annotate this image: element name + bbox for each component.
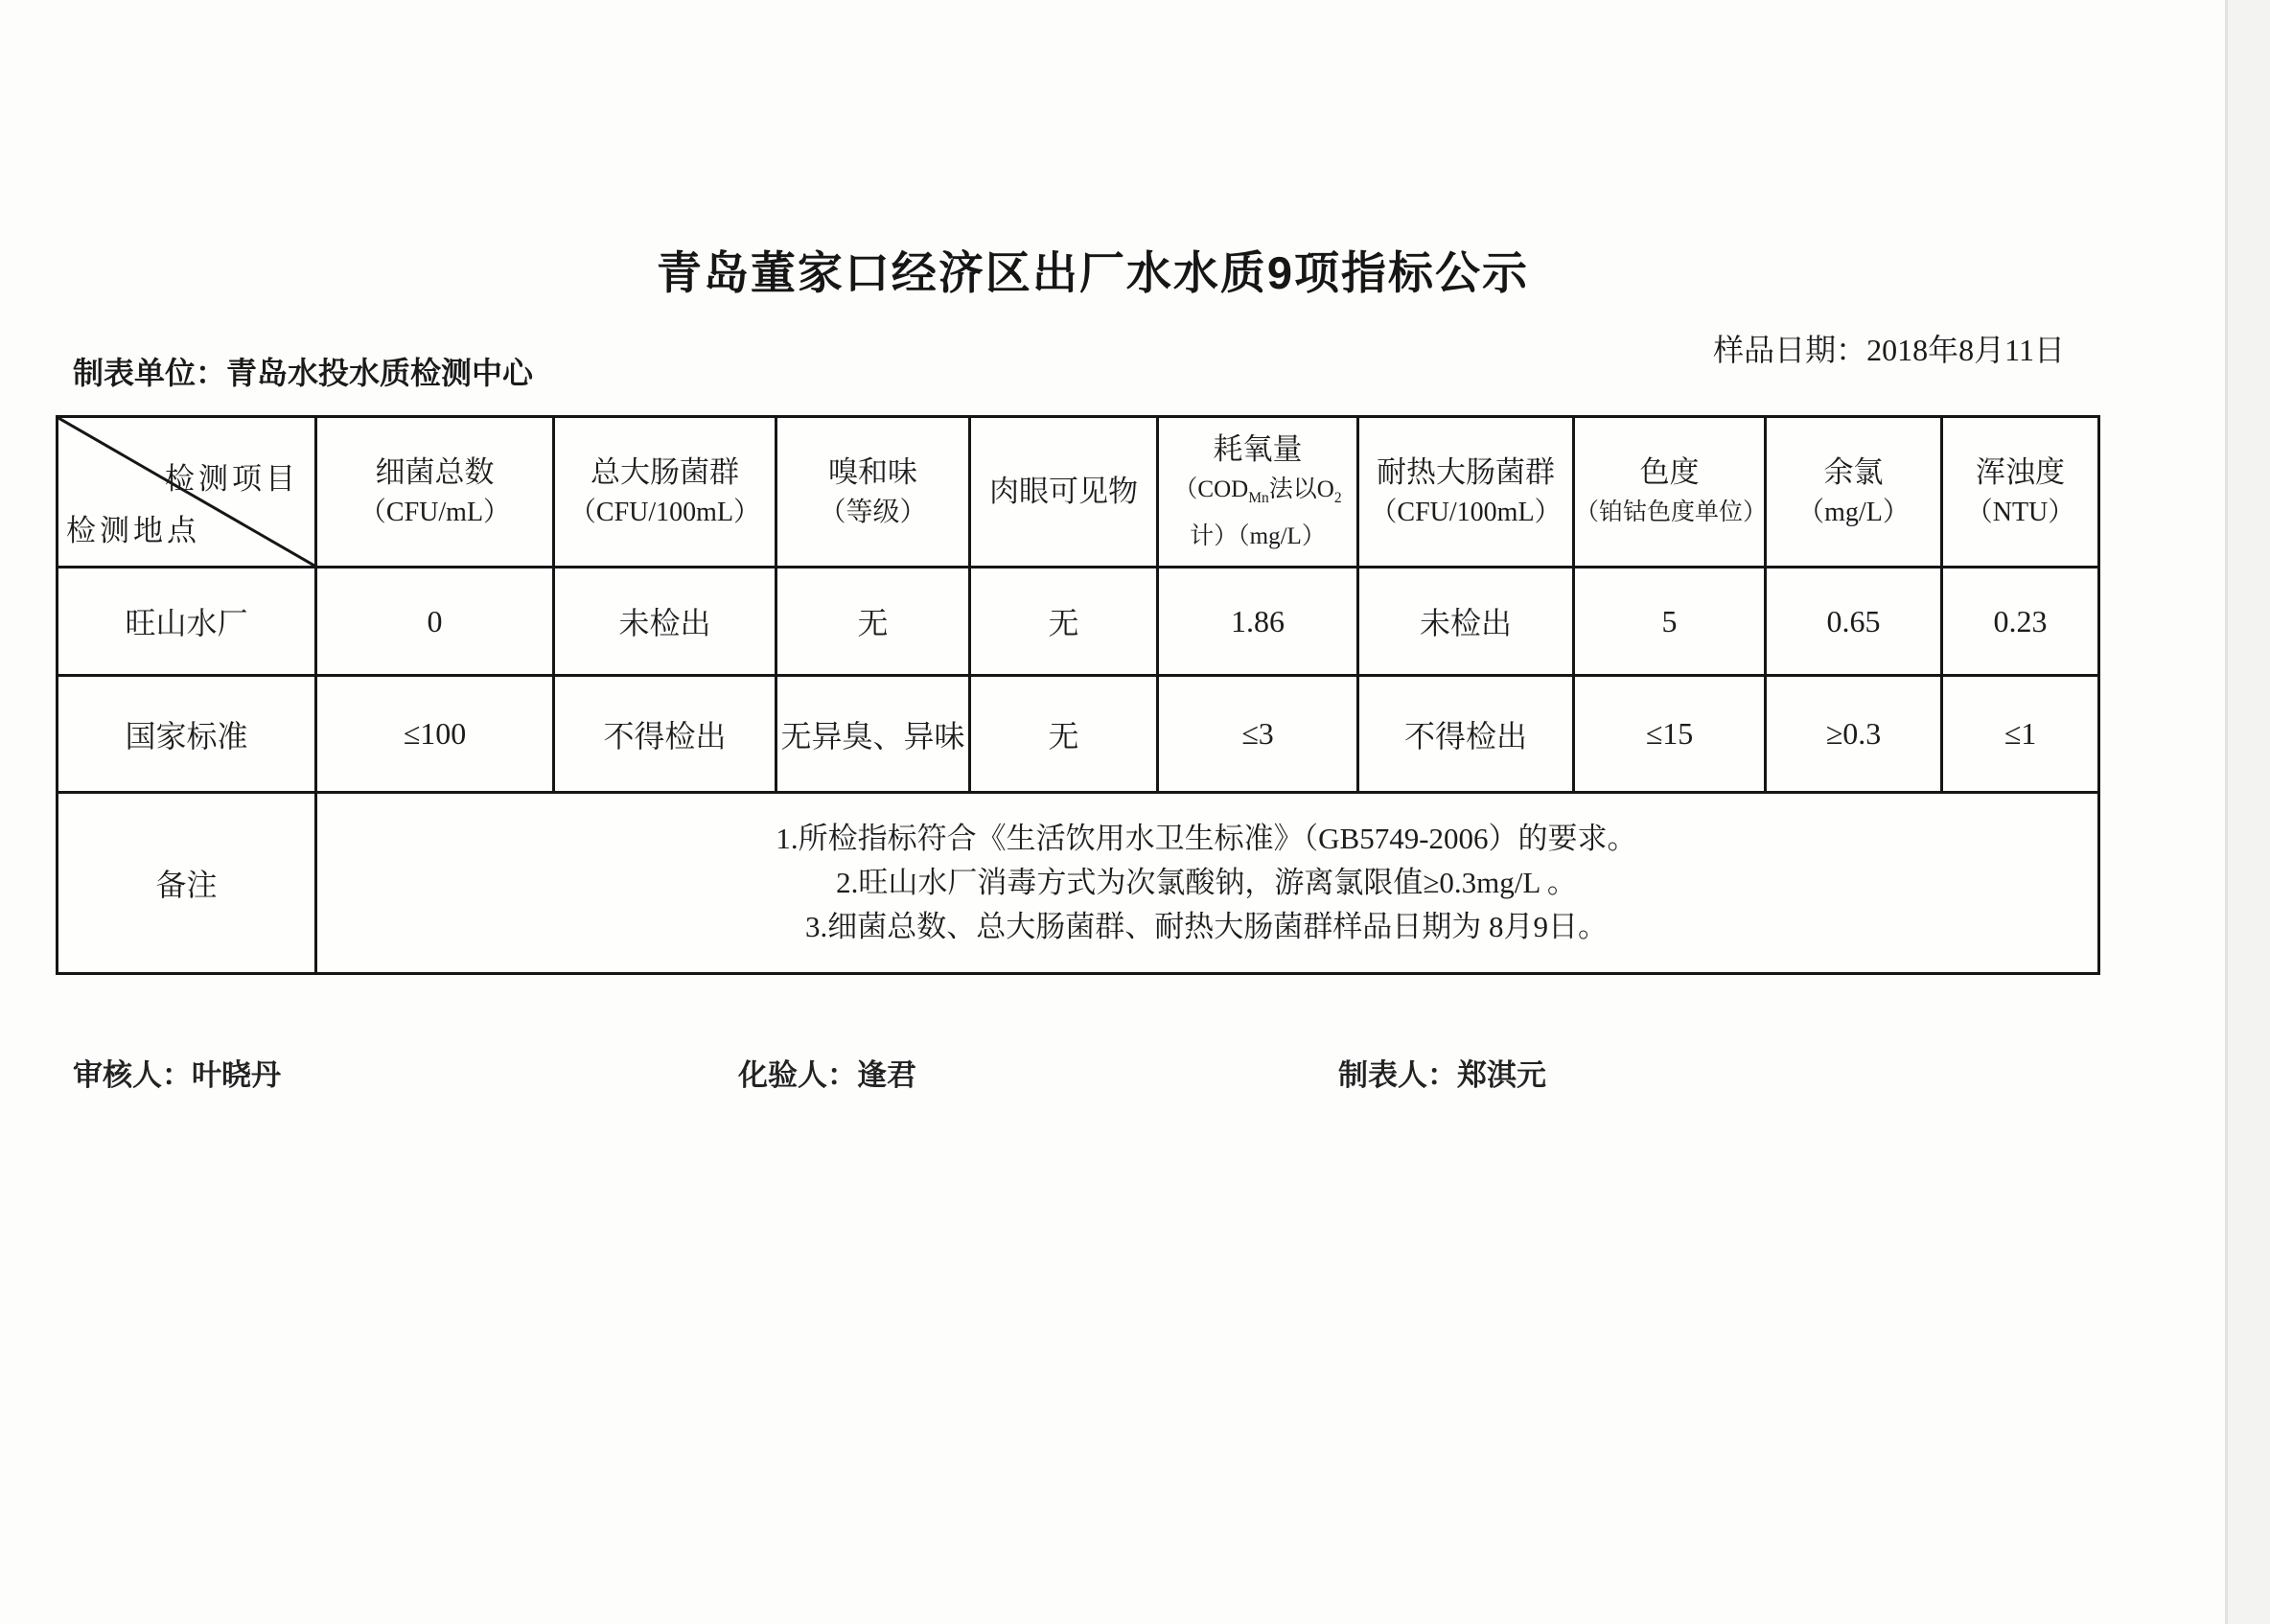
water-quality-table	[56, 415, 2100, 975]
note-line-1: 1.所检指标符合《生活饮用水卫生标准》（GB5749-2006）的要求。	[776, 822, 1637, 855]
cell-wangshan-chromaticity: 5	[1574, 568, 1766, 676]
corner-label-items: 检测项目	[165, 462, 299, 496]
cell-wangshan-total-coliform: 未检出	[554, 568, 776, 676]
cell-standard-odor-taste: 无异臭、异味	[776, 676, 970, 793]
row-label-national-standard: 国家标准	[58, 676, 316, 793]
col-header-thermotolerant-coliform: 耐热大肠菌群 （CFU/100mL）	[1358, 417, 1574, 568]
cell-standard-total-coliform: 不得检出	[554, 676, 776, 793]
notes-content-cell	[316, 793, 2099, 974]
col-header-odor-taste: 嗅和味 （等级）	[776, 417, 970, 568]
notes-label: 备注	[58, 793, 316, 974]
table-row-national-standard	[58, 676, 2099, 793]
preparer-signature: 制表人：郑淇元	[1338, 1058, 1546, 1092]
scan-edge-artifact	[2225, 0, 2270, 1624]
cell-wangshan-odor-taste: 无	[776, 568, 970, 676]
cell-standard-residual-chlorine: ≥0.3	[1766, 676, 1942, 793]
cell-wangshan-thermotolerant-coliform: 未检出	[1358, 568, 1574, 676]
col-header-turbidity: 浑浊度 （NTU）	[1942, 417, 2099, 568]
cell-standard-turbidity: ≤1	[1942, 676, 2099, 793]
col-header-total-coliform: 总大肠菌群 （CFU/100mL）	[554, 417, 776, 568]
page-title: 青岛董家口经济区出厂水水质9项指标公示	[656, 247, 1530, 298]
col-header-residual-chlorine: 余氯 （mg/L）	[1766, 417, 1942, 568]
col-header-total-bacteria: 细菌总数 （CFU/mL）	[316, 417, 554, 568]
sample-date-label: 样品日期：2018年8月11日	[1713, 333, 2065, 367]
corner-label-location: 检测地点	[66, 514, 200, 547]
cell-wangshan-residual-chlorine: 0.65	[1766, 568, 1942, 676]
analyst-signature: 化验人：逢君	[738, 1058, 916, 1092]
cell-wangshan-oxygen-consumption: 1.86	[1158, 568, 1358, 676]
cell-standard-thermotolerant-coliform: 不得检出	[1358, 676, 1574, 793]
prepared-by-label: 制表单位：青岛水投水质检测中心	[73, 356, 534, 390]
row-label-wangshan: 旺山水厂	[58, 568, 316, 676]
col-header-visible-matter: 肉眼可见物	[970, 417, 1158, 568]
cell-standard-oxygen-consumption: ≤3	[1158, 676, 1358, 793]
corner-header-cell	[58, 417, 316, 568]
note-line-3: 3.细菌总数、总大肠菌群、耐热大肠菌群样品日期为 8月9日。	[805, 910, 1608, 943]
cell-wangshan-visible-matter: 无	[970, 568, 1158, 676]
cell-standard-visible-matter: 无	[970, 676, 1158, 793]
cell-wangshan-total-bacteria: 0	[316, 568, 554, 676]
col-header-oxygen-consumption: 耗氧量 （$COD_{Mn}$法以$O_2$ 计）（mg/L）	[1158, 417, 1358, 568]
reviewer-signature: 审核人：叶晓丹	[73, 1058, 281, 1092]
cell-standard-total-bacteria: ≤100	[316, 676, 554, 793]
table-row-wangshan-plant	[58, 568, 2099, 676]
table-row-notes	[58, 793, 2099, 974]
note-line-2: 2.旺山水厂消毒方式为次氯酸钠，游离氯限值≥0.3mg/L 。	[836, 866, 1577, 899]
cell-standard-chromaticity: ≤15	[1574, 676, 1766, 793]
cell-wangshan-turbidity: 0.23	[1942, 568, 2099, 676]
col-header-chromaticity: 色度 （铂钴色度单位）	[1574, 417, 1766, 568]
table-header-row	[58, 417, 2099, 568]
